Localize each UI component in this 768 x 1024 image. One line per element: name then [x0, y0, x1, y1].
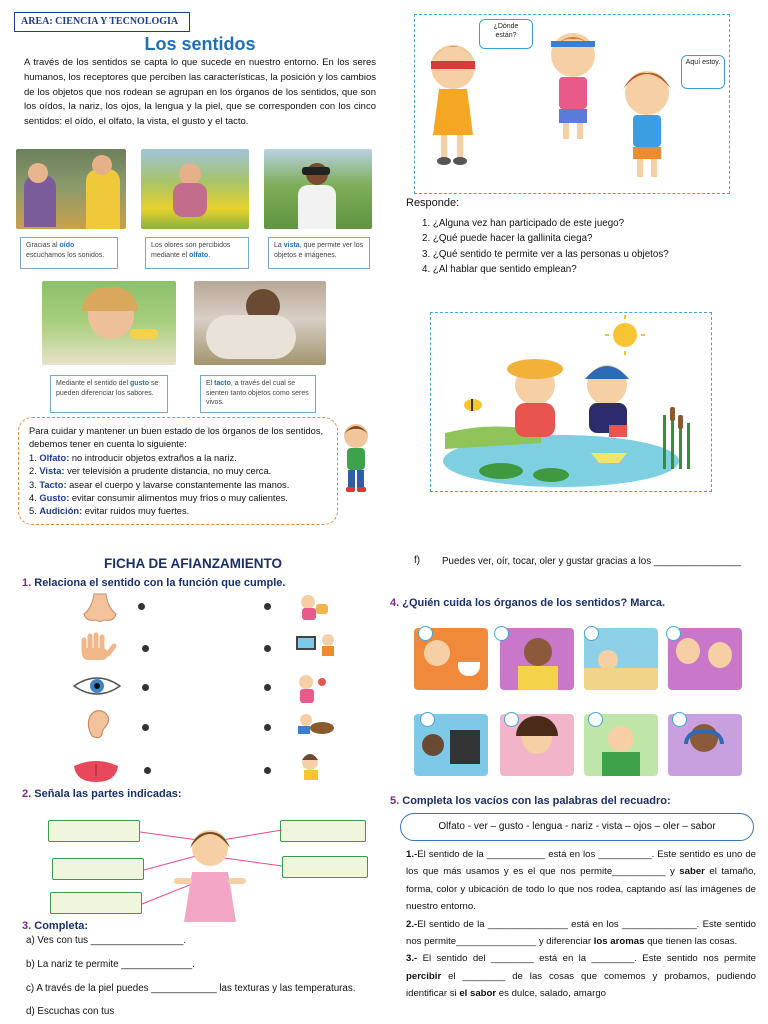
match-dot-left[interactable] — [138, 603, 145, 610]
completa-item: a) Ves con tus _________________. — [26, 935, 187, 946]
photo-ear-children — [16, 149, 126, 229]
question-item: 2. ¿Qué puede hacer la gallinita ciega? — [422, 233, 593, 245]
speech-bubble-here: Aquí estoy. — [681, 55, 725, 89]
fill-in-paragraphs — [406, 846, 756, 1003]
area-label: AREA: CIENCIA Y TECNOLOGIA — [14, 12, 190, 32]
caption-tacto: El tacto, a través del cual se sienten tanto objetos como seres vivos. — [200, 375, 316, 413]
section-1-title: 1. Relaciona el sentido con la función que cumple. — [22, 577, 286, 589]
tv-watching-illustration — [296, 634, 334, 656]
mark-checkbox[interactable] — [418, 626, 433, 641]
caption-gusto: Mediante el sentido del gusto se pueden diferenciar los sabores. — [50, 375, 168, 413]
section-4-title: 4. ¿Quién cuida los órganos de los sentidos? Marca. — [390, 597, 666, 609]
pond-illustration — [431, 313, 712, 492]
care-item: 2. Vista: ver televisión a prudente distancia, no muy cerca. — [29, 466, 272, 477]
match-dot-right[interactable] — [264, 645, 271, 652]
mark-checkbox[interactable] — [494, 626, 509, 641]
fill-paragraph: 2.-El sentido de la _______________ está en los ______________. Este sentido nos permite_______________ y diferenciar los aromas que tienen las cosas. — [406, 918, 756, 948]
match-dot-left[interactable] — [144, 767, 151, 774]
section-2-title: 2. Señala las partes indicadas: — [22, 788, 182, 800]
girl-diagram — [140, 818, 282, 922]
care-intro: Para cuidar y mantener un buen estado de los órganos de los sentidos, debemos tener en cuenta lo siguiente: — [29, 426, 324, 450]
smelling-flower-illustration — [299, 675, 326, 703]
match-dot-left[interactable] — [142, 724, 149, 731]
nose-icon — [80, 592, 120, 624]
tongue-icon — [72, 758, 120, 784]
photo-smell-flowers — [141, 149, 249, 229]
question-item: 1. ¿Alguna vez han participado de este juego? — [422, 218, 625, 229]
section-5-title: 5. Completa los vacíos con las palabras del recuadro: — [390, 795, 671, 807]
f-text: Puedes ver, oír, tocar, oler y gustar gracias a los ________________ — [442, 556, 742, 567]
mark-checkbox[interactable] — [588, 712, 603, 727]
completa-item: b) La nariz te permite _____________. — [26, 959, 195, 970]
hand-icon — [78, 632, 118, 662]
function-illustrations — [294, 592, 338, 782]
fill-paragraph: 3.- El sentido del ________ está en la ________. Este sentido nos permite percibir el ________ de las cosas que comemos y probamos, pudiendo identificar si el sabor es dulce, salado, amargo — [406, 953, 756, 1000]
match-dot-right[interactable] — [264, 724, 271, 731]
eye-icon — [72, 674, 122, 698]
match-dot-right[interactable] — [264, 603, 271, 610]
completa-item: d) Escuchas con tus — [26, 1006, 115, 1017]
label-box[interactable] — [48, 820, 140, 842]
label-box[interactable] — [52, 858, 144, 880]
fill-paragraph: 1.-El sentido de la ___________ está en los __________. Este sentido es uno de los que más usamos y es el que nos permite__________ y saber el tamaño, forma, color y ubicación de todo lo que nos rodea, captando así las imágenes de nuestro entorno. — [406, 849, 756, 913]
label-box[interactable] — [50, 892, 142, 914]
ficha-title: FICHA DE AFIANZAMIENTO — [104, 556, 282, 571]
question-item: 3. ¿Qué sentido te permite ver a las personas u objetos? — [422, 248, 669, 260]
scene-hide-and-seek — [414, 14, 730, 194]
caption-vista: La vista, que permite ver los objetos e imágenes. — [268, 237, 370, 269]
completa-list — [26, 934, 376, 1019]
question-item: 4. ¿Al hablar que sentido emplean? — [422, 264, 577, 276]
boy-illustration — [336, 420, 376, 494]
responde-title: Responde: — [406, 197, 460, 209]
label-box[interactable] — [280, 820, 366, 842]
care-box — [18, 417, 338, 525]
page-title: Los sentidos — [144, 34, 256, 54]
care-item: 3. Tacto: asear el cuerpo y lavarse constantemente las manos. — [29, 479, 290, 490]
match-dot-right[interactable] — [264, 684, 271, 691]
mark-checkbox[interactable] — [584, 626, 599, 641]
intro-paragraph: A través de los sentidos se capta lo que sucede en nuestro entorno. En los seres humanos, los receptores que perciben las características, la posición y los cambios de los objetos que nos rodean se agrupan en los órganos de los sentidos, que son los oídos, la nariz, los ojos, la lengua y la piel, que se corresponden con los cinco sentidos: el oído, el olfato, la vista, el gusto y el tacto. — [24, 57, 376, 128]
touching-animal-illustration — [298, 714, 334, 734]
photo-sight-binoculars — [264, 149, 372, 229]
care-item: 1. Olfato: no introducir objetos extraños a la nariz. — [29, 452, 237, 463]
mark-checkbox[interactable] — [672, 712, 687, 727]
completa-item: c) A través de la piel puedes ____________ las texturas y las temperaturas. — [26, 983, 356, 994]
thumb-nose-picking — [500, 628, 574, 690]
listening-child-illustration — [302, 754, 318, 780]
word-bank: Olfato - ver – gusto - lengua - nariz - vista – ojos – oler – sabor — [400, 813, 754, 841]
eating-child-illustration — [301, 595, 328, 620]
photo-touch-dog — [194, 281, 326, 365]
caption-olfato: Los olores son percibidos mediante el olfato. — [145, 237, 249, 269]
care-item: 4. Gusto: evitar consumir alimentos muy fríos o muy calientes. — [29, 493, 288, 504]
care-item: 5. Audición: evitar ruidos muy fuertes. — [29, 506, 190, 517]
caption-oido: Gracias al oído escuchamos los sonidos. — [20, 237, 118, 269]
match-dot-left[interactable] — [142, 684, 149, 691]
mark-checkbox[interactable] — [666, 626, 681, 641]
f-label: f) — [414, 555, 420, 566]
scene-pond — [430, 312, 712, 492]
label-box[interactable] — [282, 856, 368, 878]
children-playing-illustration — [415, 15, 730, 194]
mark-checkbox[interactable] — [504, 712, 519, 727]
match-dot-left[interactable] — [142, 645, 149, 652]
speech-bubble-where: ¿Dónde están? — [479, 19, 533, 49]
responde-questions — [422, 216, 669, 278]
mark-checkbox[interactable] — [420, 712, 435, 727]
photo-taste-girl — [42, 281, 176, 365]
match-dot-right[interactable] — [264, 767, 271, 774]
ear-icon — [84, 708, 112, 740]
section-3-title: 3. Completa: — [22, 920, 89, 932]
